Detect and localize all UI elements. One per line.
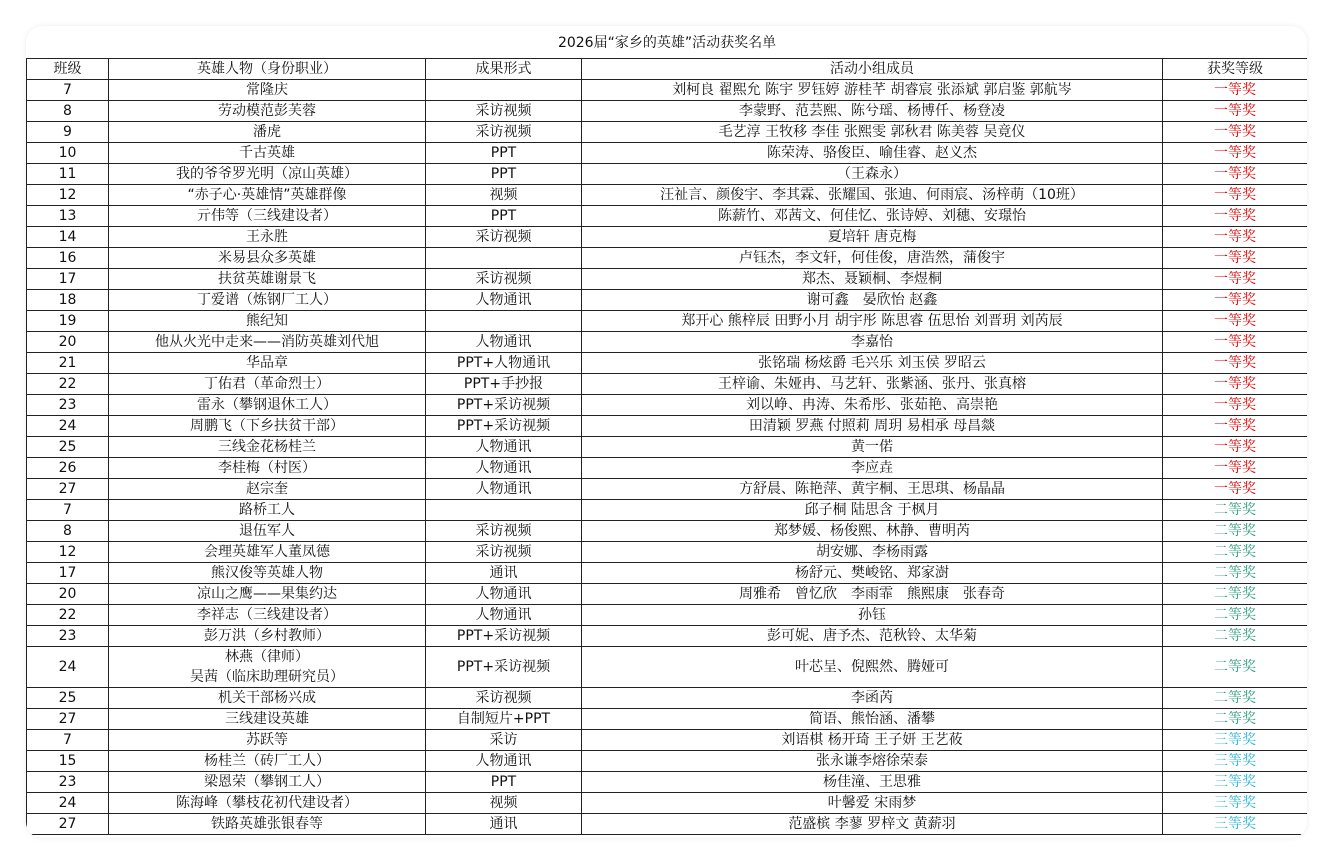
cell-members: 李函芮: [582, 688, 1163, 709]
cell-members: 李蒙野、范芸熙、陈兮瑶、杨博仟、杨登凌: [582, 101, 1163, 122]
cell-class: 23: [27, 395, 109, 416]
cell-class: 22: [27, 374, 109, 395]
cell-hero: “赤子心·英雄情”英雄群像: [109, 185, 426, 206]
cell-members: 刘柯良 翟熙允 陈宇 罗钰婷 游桂芊 胡睿宸 张添斌 郭启鉴 郭航岑: [582, 80, 1163, 101]
cell-hero: 亓伟等（三线建设者）: [109, 206, 426, 227]
cell-members: 刘以峥、冉涛、朱希彤、张茹艳、高崇艳: [582, 395, 1163, 416]
table-row: [27, 164, 1308, 185]
cell-hero: 梁恩荣（攀钢工人）: [109, 772, 426, 793]
table-row: [27, 269, 1308, 290]
cell-members: 郑杰、聂颖桐、李煜桐: [582, 269, 1163, 290]
cell-members: 张铭瑞 杨炫爵 毛兴乐 刘玉侯 罗昭云: [582, 353, 1163, 374]
cell-class: 7: [27, 730, 109, 751]
cell-members: 范盛槟 李蓼 罗梓文 黄薪羽: [582, 814, 1163, 835]
cell-members: 方舒晨、陈艳萍、黄宇桐、王思琪、杨晶晶: [582, 479, 1163, 500]
table-row: [27, 605, 1308, 626]
cell-class: 27: [27, 814, 109, 835]
cell-award: 二等奖: [1163, 688, 1308, 709]
cell-hero: 熊纪知: [109, 311, 426, 332]
cell-members: 杨佳潼、王思雅: [582, 772, 1163, 793]
cell-award: 一等奖: [1163, 80, 1308, 101]
table-row: [27, 542, 1308, 563]
cell-award: 一等奖: [1163, 101, 1308, 122]
cell-hero: 他从火光中走来——消防英雄刘代旭: [109, 332, 426, 353]
cell-class: 8: [27, 521, 109, 542]
table-row: [27, 626, 1308, 647]
cell-award: 一等奖: [1163, 353, 1308, 374]
cell-members: 孙钰: [582, 605, 1163, 626]
cell-members: 胡安娜、李杨雨露: [582, 542, 1163, 563]
table-row: [27, 248, 1308, 269]
cell-class: 12: [27, 542, 109, 563]
cell-members: 邱子桐 陆思含 于枫月: [582, 500, 1163, 521]
cell-form: 人物通讯: [426, 332, 582, 353]
table-row: [27, 122, 1308, 143]
cell-hero: 周鹏飞（下乡扶贫干部）: [109, 416, 426, 437]
cell-members: 李应垚: [582, 458, 1163, 479]
cell-class: 23: [27, 626, 109, 647]
cell-hero: 李祥志（三线建设者）: [109, 605, 426, 626]
cell-form: 人物通讯: [426, 437, 582, 458]
cell-members: 陈荣涛、骆俊臣、喻佳睿、赵义杰: [582, 143, 1163, 164]
cell-award: 二等奖: [1163, 709, 1308, 730]
cell-class: 12: [27, 185, 109, 206]
cell-members: 毛艺淳 王牧移 李佳 张熙雯 郭秋君 陈美蓉 吴竟仪: [582, 122, 1163, 143]
cell-class: 13: [27, 206, 109, 227]
cell-award: 一等奖: [1163, 416, 1308, 437]
cell-form: 通讯: [426, 814, 582, 835]
cell-members: 汪祉言、颜俊宇、李其霖、张耀国、张迪、何雨宸、汤梓萌（10班）: [582, 185, 1163, 206]
cell-members: 叶馨爱 宋雨梦: [582, 793, 1163, 814]
table-row: [27, 479, 1308, 500]
cell-form: 人物通讯: [426, 290, 582, 311]
cell-form: 视频: [426, 793, 582, 814]
cell-form: PPT: [426, 772, 582, 793]
cell-class: 7: [27, 500, 109, 521]
table-row: [27, 374, 1308, 395]
header-form: 成果形式: [426, 59, 582, 80]
cell-class: 22: [27, 605, 109, 626]
cell-form: PPT+采访视频: [426, 626, 582, 647]
cell-members: 刘语棋 杨开琦 王子妍 王艺莜: [582, 730, 1163, 751]
cell-hero: 三线金花杨桂兰: [109, 437, 426, 458]
cell-class: 10: [27, 143, 109, 164]
cell-class: 11: [27, 164, 109, 185]
cell-class: 8: [27, 101, 109, 122]
table-row: [27, 437, 1308, 458]
table-row: [27, 584, 1308, 605]
cell-hero: 苏跃等: [109, 730, 426, 751]
cell-class: 9: [27, 122, 109, 143]
cell-form: [426, 248, 582, 269]
cell-form: 通讯: [426, 563, 582, 584]
cell-award: 二等奖: [1163, 584, 1308, 605]
cell-class: 17: [27, 269, 109, 290]
table-row: [27, 206, 1308, 227]
table-row: [27, 814, 1308, 835]
cell-award: 一等奖: [1163, 248, 1308, 269]
cell-members: 田清颖 罗燕 付照莉 周玥 易相承 母昌燚: [582, 416, 1163, 437]
cell-form: 人物通讯: [426, 584, 582, 605]
cell-hero-line: 林燕（律师）: [225, 649, 309, 665]
table-row: [27, 143, 1308, 164]
cell-award: 二等奖: [1163, 542, 1308, 563]
cell-class: 7: [27, 80, 109, 101]
cell-award: 一等奖: [1163, 479, 1308, 500]
cell-hero: 机关干部杨兴成: [109, 688, 426, 709]
cell-award: 二等奖: [1163, 500, 1308, 521]
table-row: [27, 793, 1308, 814]
cell-members: 张永谦李熔徐荣泰: [582, 751, 1163, 772]
cell-award: 三等奖: [1163, 730, 1308, 751]
cell-members: 郑梦媛、杨俊熙、林静、曹明芮: [582, 521, 1163, 542]
cell-class: 24: [27, 647, 109, 688]
cell-award: 一等奖: [1163, 458, 1308, 479]
cell-members: 卢钰杰，李文轩，何佳俊，唐浩然，蒲俊宇: [582, 248, 1163, 269]
table-row: [27, 185, 1308, 206]
cell-hero: 陈海峰（攀枝花初代建设者）: [109, 793, 426, 814]
cell-form: [426, 500, 582, 521]
cell-award: 二等奖: [1163, 563, 1308, 584]
cell-hero: 杨桂兰（砖厂工人）: [109, 751, 426, 772]
table-row: [27, 395, 1308, 416]
cell-form: PPT: [426, 164, 582, 185]
cell-members: 陈薪竹、邓茜文、何佳忆、张诗婷、刘穗、安璟怡: [582, 206, 1163, 227]
cell-form: 视频: [426, 185, 582, 206]
table-row: [27, 647, 1308, 688]
cell-form: 自制短片+PPT: [426, 709, 582, 730]
cell-members: 李嘉怡: [582, 332, 1163, 353]
cell-class: 27: [27, 479, 109, 500]
header-row: [27, 59, 1308, 80]
cell-form: 采访视频: [426, 101, 582, 122]
award-sheet: [26, 26, 1307, 838]
cell-award: 三等奖: [1163, 751, 1308, 772]
cell-hero: [109, 647, 426, 688]
cell-award: 一等奖: [1163, 185, 1308, 206]
table-row: [27, 521, 1308, 542]
cell-hero-line: 吴茜（临床助理研究员）: [190, 669, 344, 685]
cell-hero: 路桥工人: [109, 500, 426, 521]
table-row: [27, 80, 1308, 101]
cell-award: 一等奖: [1163, 374, 1308, 395]
cell-award: 一等奖: [1163, 332, 1308, 353]
cell-members: 叶芯呈、倪熙然、腾娅可: [582, 647, 1163, 688]
cell-class: 14: [27, 227, 109, 248]
table-row: [27, 500, 1308, 521]
cell-hero: 赵宗奎: [109, 479, 426, 500]
cell-award: 一等奖: [1163, 269, 1308, 290]
cell-members: （王森永）: [582, 164, 1163, 185]
cell-award: 一等奖: [1163, 143, 1308, 164]
cell-class: 25: [27, 688, 109, 709]
cell-hero: 我的爷爷罗光明（凉山英雄）: [109, 164, 426, 185]
cell-award: 一等奖: [1163, 227, 1308, 248]
cell-award: 一等奖: [1163, 122, 1308, 143]
cell-form: 人物通讯: [426, 751, 582, 772]
cell-members: 杨舒元、樊峻铭、郑家澍: [582, 563, 1163, 584]
table-row: [27, 709, 1308, 730]
cell-members: 夏培轩 唐克梅: [582, 227, 1163, 248]
sheet-title: 2026届“家乡的英雄”活动获奖名单: [557, 35, 777, 51]
cell-award: 二等奖: [1163, 647, 1308, 688]
cell-hero: 熊汉俊等英雄人物: [109, 563, 426, 584]
cell-hero: 三线建设英雄: [109, 709, 426, 730]
table-row: [27, 416, 1308, 437]
cell-hero: 扶贫英雄谢景飞: [109, 269, 426, 290]
cell-hero: 丁爱谱（炼钢厂工人）: [109, 290, 426, 311]
cell-form: 采访视频: [426, 227, 582, 248]
cell-award: 一等奖: [1163, 206, 1308, 227]
table-row: [27, 332, 1308, 353]
cell-class: 15: [27, 751, 109, 772]
cell-award: 一等奖: [1163, 437, 1308, 458]
cell-class: 23: [27, 772, 109, 793]
table-row: [27, 290, 1308, 311]
cell-form: PPT+采访视频: [426, 647, 582, 688]
cell-form: PPT+手抄报: [426, 374, 582, 395]
cell-class: 20: [27, 584, 109, 605]
cell-hero: 千古英雄: [109, 143, 426, 164]
cell-hero: 米易县众多英雄: [109, 248, 426, 269]
table-row: [27, 101, 1308, 122]
cell-hero: 华品章: [109, 353, 426, 374]
cell-class: 27: [27, 709, 109, 730]
cell-hero: 铁路英雄张银春等: [109, 814, 426, 835]
cell-class: 24: [27, 416, 109, 437]
header-hero: 英雄人物（身份职业）: [109, 59, 426, 80]
cell-award: 二等奖: [1163, 521, 1308, 542]
cell-form: PPT+人物通讯: [426, 353, 582, 374]
cell-hero: 彭万洪（乡村教师）: [109, 626, 426, 647]
cell-class: 19: [27, 311, 109, 332]
header-members: 活动小组成员: [582, 59, 1163, 80]
cell-class: 20: [27, 332, 109, 353]
cell-members: 黄一偌: [582, 437, 1163, 458]
cell-form: 人物通讯: [426, 605, 582, 626]
cell-form: PPT: [426, 143, 582, 164]
cell-hero: 丁佑君（革命烈士）: [109, 374, 426, 395]
cell-form: PPT+采访视频: [426, 395, 582, 416]
cell-form: 采访: [426, 730, 582, 751]
cell-award: 一等奖: [1163, 395, 1308, 416]
cell-form: [426, 80, 582, 101]
cell-award: 二等奖: [1163, 626, 1308, 647]
cell-form: 采访视频: [426, 521, 582, 542]
cell-class: 16: [27, 248, 109, 269]
cell-form: PPT: [426, 206, 582, 227]
table-row: [27, 772, 1308, 793]
cell-award: 一等奖: [1163, 164, 1308, 185]
cell-form: 采访视频: [426, 269, 582, 290]
cell-class: 25: [27, 437, 109, 458]
cell-members: 郑开心 熊梓辰 田野小月 胡宇彤 陈思睿 伍思怡 刘晋玥 刘芮辰: [582, 311, 1163, 332]
cell-hero: 退伍军人: [109, 521, 426, 542]
table-row: [27, 563, 1308, 584]
table-row: [27, 730, 1308, 751]
table-row: [27, 751, 1308, 772]
cell-award: 一等奖: [1163, 290, 1308, 311]
cell-form: 人物通讯: [426, 458, 582, 479]
cell-form: 采访视频: [426, 688, 582, 709]
cell-hero: 雷永（攀钢退休工人）: [109, 395, 426, 416]
cell-hero: 李桂梅（村医）: [109, 458, 426, 479]
cell-class: 17: [27, 563, 109, 584]
cell-hero: 劳动模范彭芙蓉: [109, 101, 426, 122]
header-class: 班级: [27, 59, 109, 80]
cell-class: 24: [27, 793, 109, 814]
cell-members: 谢可鑫 晏欣怡 赵鑫: [582, 290, 1163, 311]
cell-award: 一等奖: [1163, 311, 1308, 332]
table-row: [27, 311, 1308, 332]
cell-award: 三等奖: [1163, 772, 1308, 793]
cell-class: 26: [27, 458, 109, 479]
table-row: [27, 353, 1308, 374]
cell-hero: 会理英雄军人董凤德: [109, 542, 426, 563]
table-row: [27, 458, 1308, 479]
cell-form: PPT+采访视频: [426, 416, 582, 437]
cell-members: 周雅希 曾忆欣 李雨霏 熊熙康 张春奇: [582, 584, 1163, 605]
cell-hero: 潘虎: [109, 122, 426, 143]
table-row: [27, 227, 1308, 248]
cell-members: 王梓谕、朱娅冉、马艺轩、张紫涵、张丹、张真榕: [582, 374, 1163, 395]
cell-award: 三等奖: [1163, 814, 1308, 835]
cell-class: 21: [27, 353, 109, 374]
cell-hero: 王永胜: [109, 227, 426, 248]
cell-form: 采访视频: [426, 122, 582, 143]
table-row: [27, 688, 1308, 709]
cell-form: [426, 311, 582, 332]
cell-members: 简语、熊怡涵、潘攀: [582, 709, 1163, 730]
cell-award: 三等奖: [1163, 793, 1308, 814]
award-table: [26, 32, 1307, 835]
cell-members: 彭可妮、唐予杰、范秋铃、太华菊: [582, 626, 1163, 647]
cell-hero: 凉山之鹰——果集约达: [109, 584, 426, 605]
cell-form: 人物通讯: [426, 479, 582, 500]
cell-hero: 常隆庆: [109, 80, 426, 101]
cell-award: 二等奖: [1163, 605, 1308, 626]
cell-form: 采访视频: [426, 542, 582, 563]
cell-class: 18: [27, 290, 109, 311]
header-award: 获奖等级: [1163, 59, 1308, 80]
